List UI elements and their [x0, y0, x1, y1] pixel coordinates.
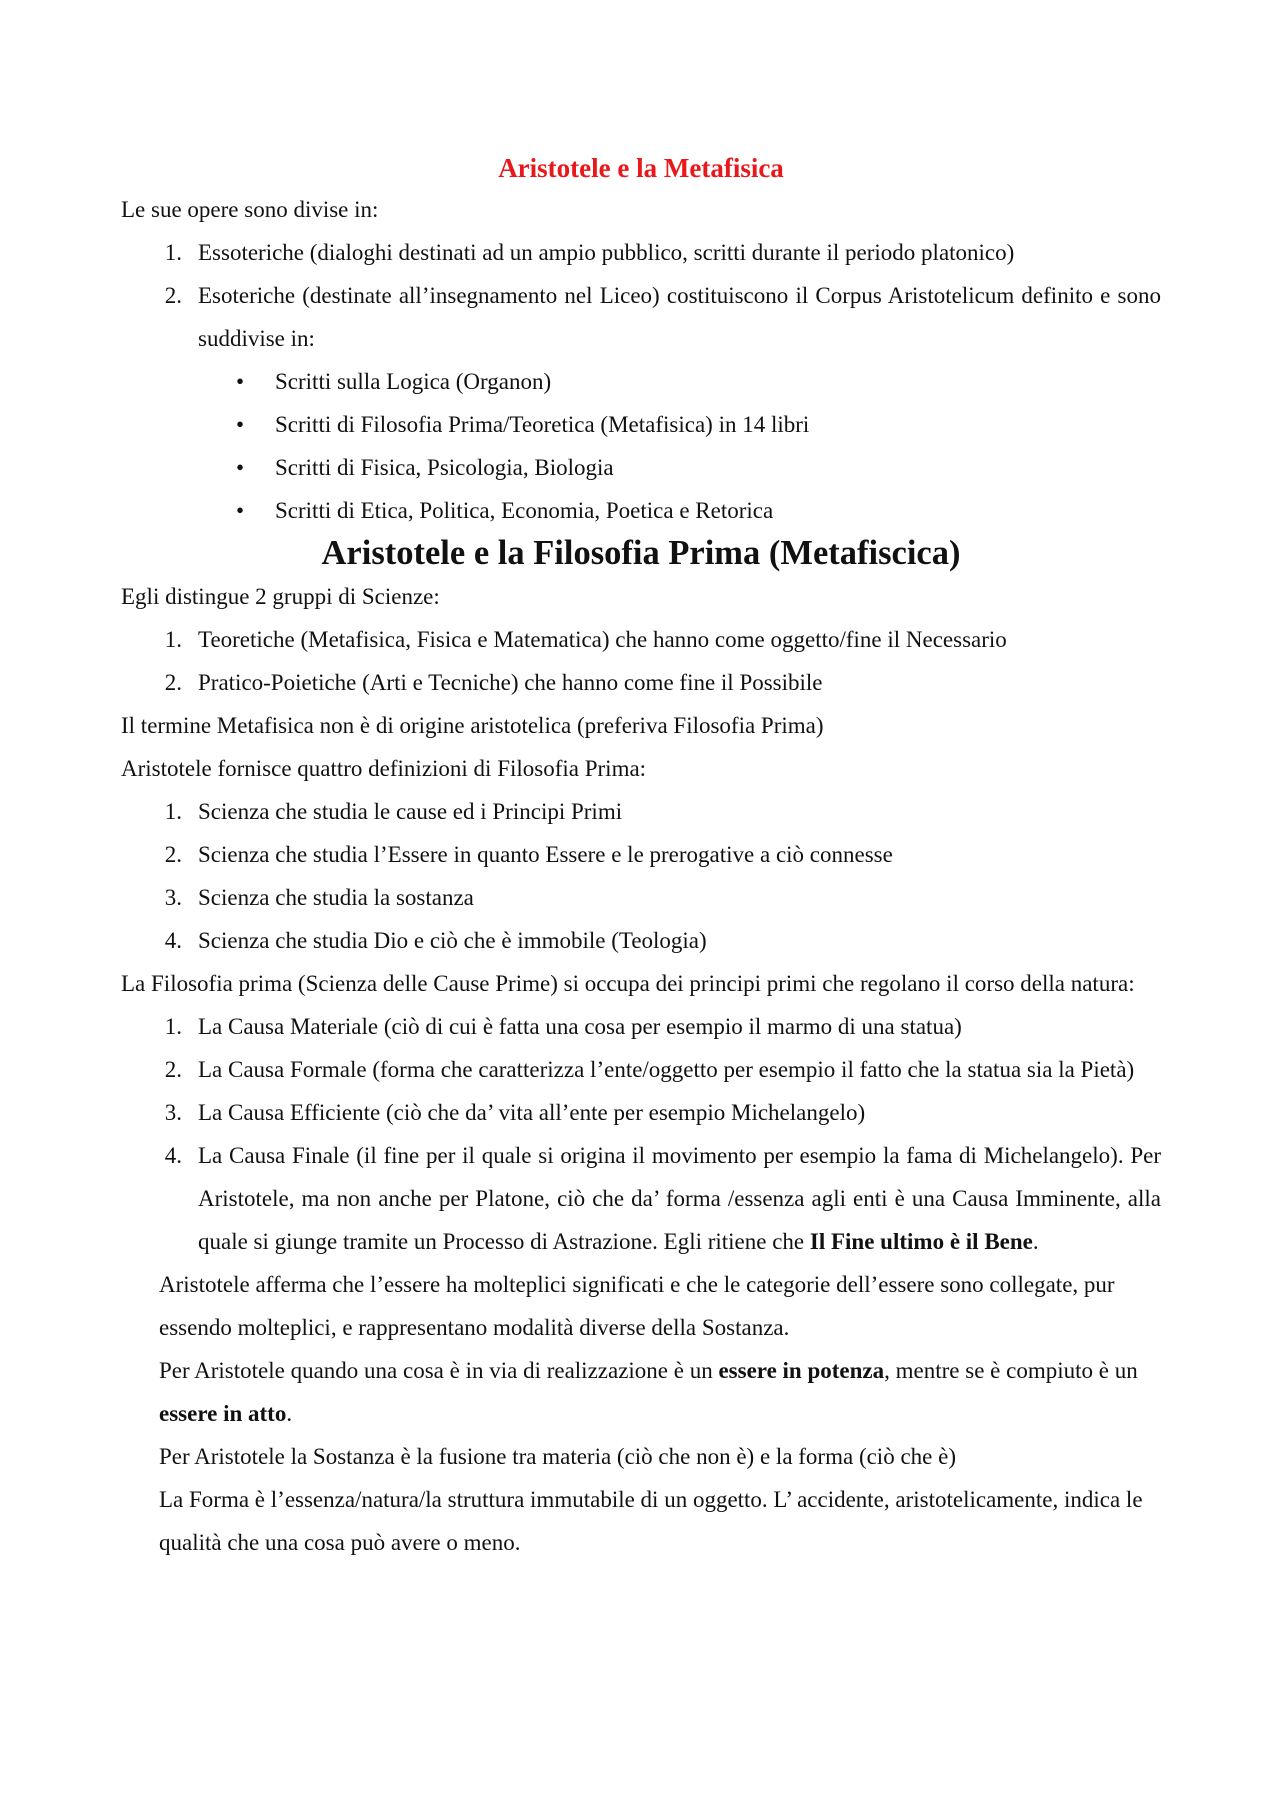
list-number: 1. [164, 240, 182, 265]
list-text: Scienza che studia Dio e ciò che è immobile (Teologia) [198, 928, 707, 953]
list-text: Scritti di Filosofia Prima/Teoretica (Metafisica) in 14 libri [275, 412, 810, 437]
list-text: Scienza che studia le cause ed i Principi Primi [198, 799, 623, 824]
list-number: 3. [164, 1100, 182, 1125]
list-number: 2. [164, 283, 182, 308]
paragraph-substance: Per Aristotele la Sostanza è la fusione tra materia (ciò che non è) e la forma (ciò che è) [159, 1444, 956, 1469]
list-item [121, 1005, 1161, 1048]
list-text: La Causa Efficiente (ciò che da’ vita all’ente per esempio Michelangelo) [198, 1100, 866, 1125]
list-item [121, 489, 1161, 532]
text-span: Per Aristotele quando una cosa è in via di realizzazione è un [159, 1358, 719, 1383]
list-number: 2. [164, 670, 182, 695]
list-text: Pratico-Poietiche (Arti e Tecniche) che hanno come fine il Possibile [198, 670, 823, 695]
cause-end: . [1032, 1229, 1039, 1254]
list-number: 2. [164, 842, 182, 867]
bullet-icon: • [236, 455, 245, 480]
list-text: La Causa Materiale (ciò di cui è fatta una cosa per esempio il marmo di una statua) [198, 1014, 962, 1039]
works-list [121, 231, 1161, 360]
list-text: Scienza che studia la sostanza [198, 885, 474, 910]
list-item [121, 360, 1161, 403]
list-item [121, 231, 1161, 274]
bullet-icon: • [236, 369, 245, 394]
list-item [121, 790, 1161, 833]
sciences-list [121, 618, 1161, 704]
emphasis-act: essere in atto [159, 1401, 287, 1426]
list-number: 4. [164, 928, 182, 953]
list-text: Esoteriche (destinate all’insegnamento nel Liceo) costituiscono il Corpus Aristotelicum definito e sono suddivise in: [198, 283, 1161, 351]
list-text: Essoteriche (dialoghi destinati ad un ampio pubblico, scritti durante il periodo platonico) [198, 240, 1015, 265]
list-text [198, 1134, 1161, 1263]
list-number: 2. [164, 1057, 182, 1082]
list-item [121, 446, 1161, 489]
list-item [121, 274, 1161, 360]
bullet-icon: • [236, 412, 245, 437]
list-text: Teoretiche (Metafisica, Fisica e Matematica) che hanno come oggetto/fine il Necessario [198, 627, 1007, 652]
document-page [121, 148, 1161, 1564]
list-item [121, 919, 1161, 962]
text-span: , mentre se è compiuto è un [884, 1358, 1138, 1383]
cause-text: La Causa Finale (il fine per il quale si origina il movimento per esempio la fama di Michelangelo). Per Aristotele, ma non anche per Platone, ciò che da’ forma /essenza agli enti è una Causa Imminente, alla quale si giunge tramite un Processo di Astrazione. Egli ritiene che [198, 1143, 1161, 1254]
list-item [121, 1134, 1161, 1263]
list-text: Scienza che studia l’Essere in quanto Essere e le prerogative a ciò connesse [198, 842, 893, 867]
list-item [121, 403, 1161, 446]
list-number: 1. [164, 627, 182, 652]
works-intro: Le sue opere sono divise in: [121, 197, 379, 222]
causes-intro: La Filosofia prima (Scienza delle Cause Prime) si occupa dei principi primi che regolano il corso della natura: [121, 971, 1135, 996]
list-text: Scritti sulla Logica (Organon) [275, 369, 552, 394]
definitions-intro: Aristotele fornisce quattro definizioni di Filosofia Prima: [121, 756, 647, 781]
list-number: 1. [164, 1014, 182, 1039]
cause-emphasis: Il Fine ultimo è il Bene [809, 1229, 1033, 1254]
emphasis-potency: essere in potenza [718, 1358, 885, 1383]
list-number: 1. [164, 799, 182, 824]
writings-list [121, 360, 1161, 532]
list-number: 4. [164, 1143, 182, 1168]
section-heading: Aristotele e la Filosofia Prima (Metafiscica) [321, 534, 961, 572]
list-item [121, 1048, 1161, 1091]
document-title: Aristotele e la Metafisica [498, 153, 784, 183]
paragraph-form: La Forma è l’essenza/natura/la struttura immutabile di un oggetto. L’ accidente, aristotelicamente, indica le qualità che una cosa può avere o meno. [159, 1487, 1143, 1555]
list-item [121, 833, 1161, 876]
list-number: 3. [164, 885, 182, 910]
list-text: Scritti di Fisica, Psicologia, Biologia [275, 455, 614, 480]
list-item [121, 1091, 1161, 1134]
list-item [121, 661, 1161, 704]
text-span: . [286, 1401, 293, 1426]
definitions-list [121, 790, 1161, 962]
list-text: Scritti di Etica, Politica, Economia, Poetica e Retorica [275, 498, 774, 523]
list-item [121, 618, 1161, 661]
causes-list [121, 1005, 1161, 1263]
bullet-icon: • [236, 498, 245, 523]
term-note: Il termine Metafisica non è di origine aristotelica (preferiva Filosofia Prima) [121, 713, 824, 738]
paragraph-being: Aristotele afferma che l’essere ha molteplici significati e che le categorie dell’essere sono collegate, pur essendo molteplici, e rappresentano modalità diverse della Sostanza. [159, 1272, 1115, 1340]
paragraph-potency [121, 1349, 1161, 1435]
list-text: La Causa Formale (forma che caratterizza l’ente/oggetto per esempio il fatto che la statua sia la Pietà) [198, 1057, 1135, 1082]
sciences-intro: Egli distingue 2 gruppi di Scienze: [121, 584, 440, 609]
list-item [121, 876, 1161, 919]
